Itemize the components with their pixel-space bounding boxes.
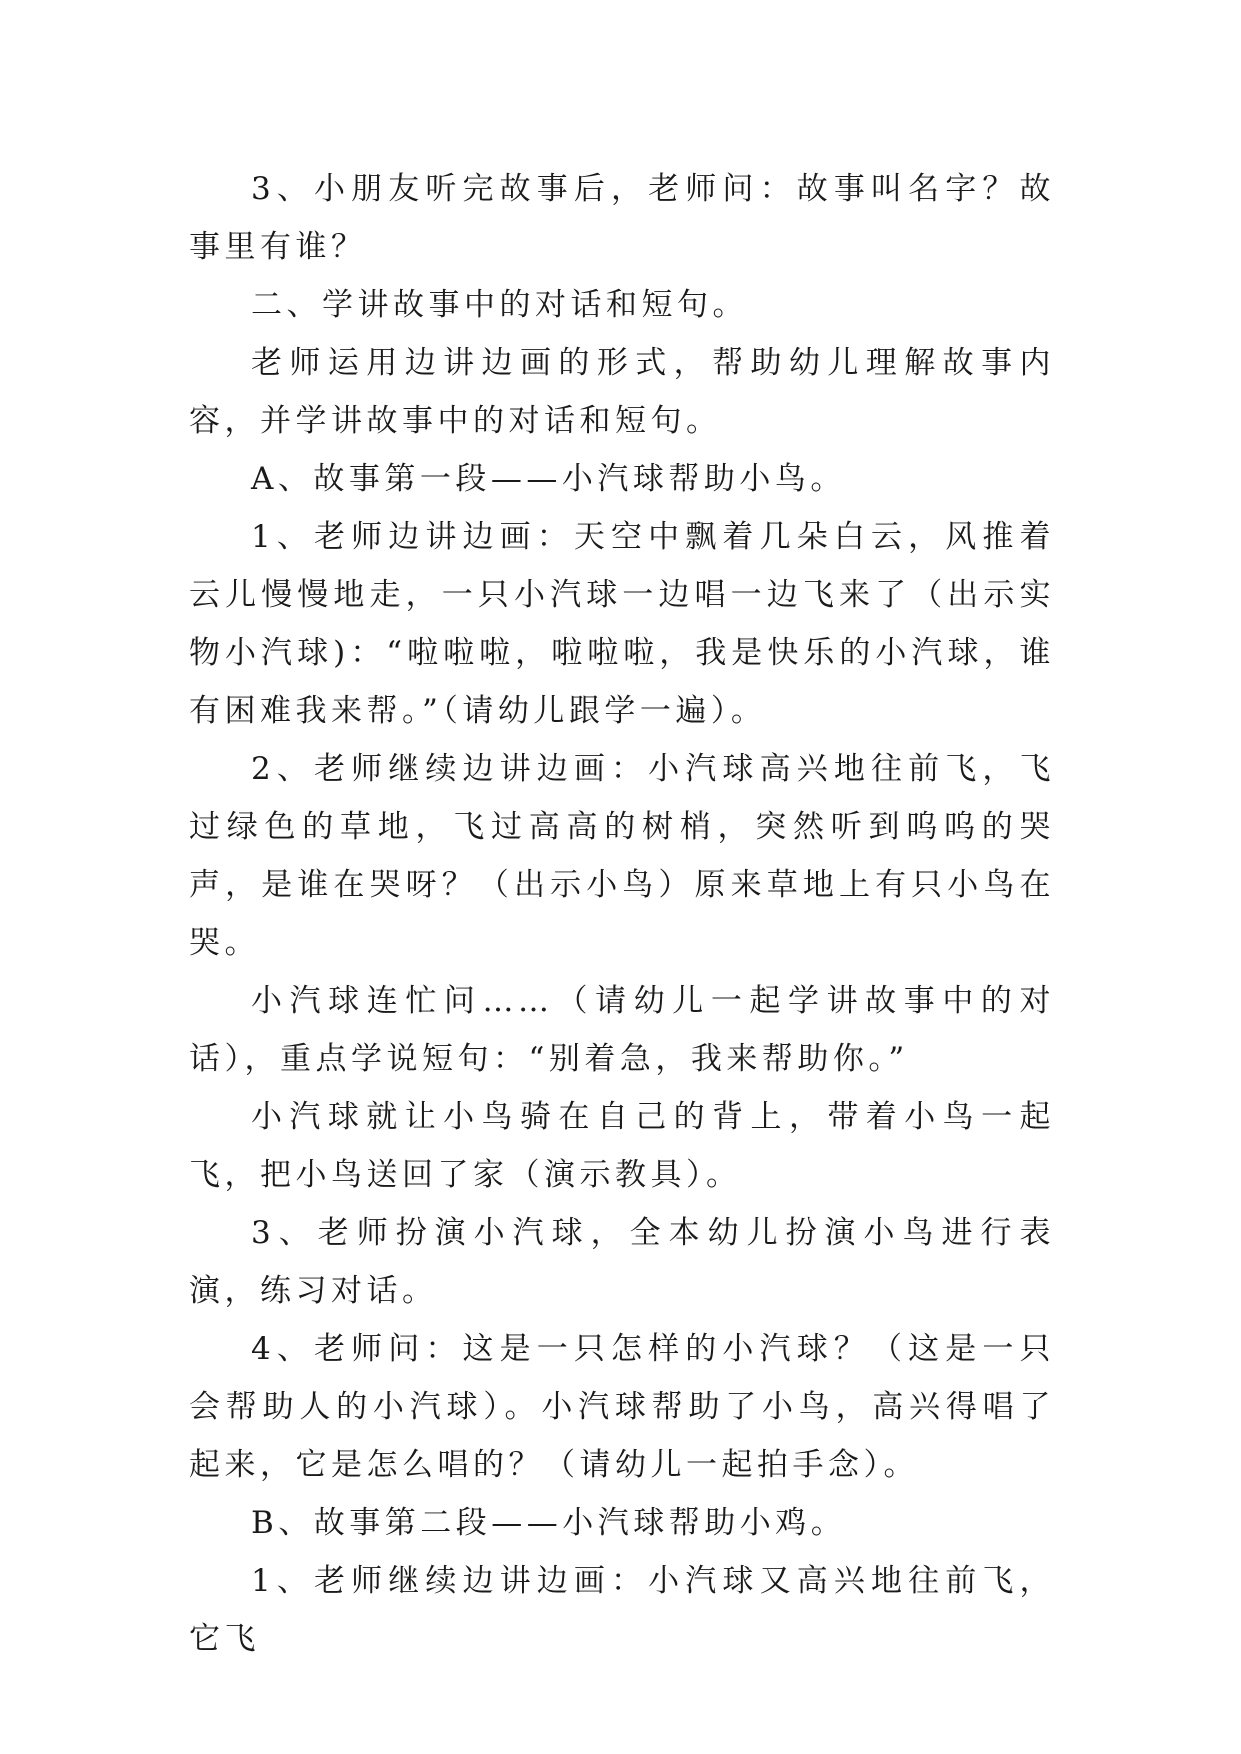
paragraph-2: 二、学讲故事中的对话和短句。 [251, 287, 748, 323]
paragraph-10: 4、老师问：这是一只怎样的小汽球？（这是一只会帮助人的小汽球）。小汽球帮助了小鸟，高兴得唱了起来，它是怎么唱的？（请幼儿一起拍手念）。 [189, 1331, 1055, 1483]
paragraph-8: 小汽球就让小鸟骑在自己的背上，带着小鸟一起飞，把小鸟送回了家（演示教具）。 [189, 1099, 1055, 1193]
paragraph-12: 1、老师继续边讲边画：小汽球又高兴地往前飞，它飞 [189, 1563, 1055, 1657]
paragraph-11: B、故事第二段——小汽球帮助小鸡。 [251, 1505, 847, 1541]
paragraph-5: 1、老师边讲边画：天空中飘着几朵白云，风推着云儿慢慢地走，一只小汽球一边唱一边飞来了（出示实物小汽球)：“啦啦啦，啦啦啦，我是快乐的小汽球，谁有困难我来帮。”（请幼儿跟学一遍）。 [189, 519, 1055, 729]
paragraph-6: 2、老师继续边讲边画：小汽球高兴地往前飞，飞过绿色的草地，飞过高高的树梢，突然听到呜呜的哭声，是谁在哭呀？（出示小鸟）原来草地上有只小鸟在哭。 [189, 751, 1055, 961]
paragraph-9: 3、老师扮演小汽球，全本幼儿扮演小鸟进行表演，练习对话。 [189, 1215, 1055, 1309]
paragraph-1: 3、小朋友听完故事后，老师问：故事叫名字？故事里有谁？ [189, 171, 1055, 265]
paragraph-4: A、故事第一段——小汽球帮助小鸟。 [251, 461, 846, 497]
document-body [189, 160, 1055, 1668]
paragraph-7: 小汽球连忙问……（请幼儿一起学讲故事中的对话），重点学说短句：“别着急，我来帮助你。” [189, 983, 1055, 1077]
paragraph-3: 老师运用边讲边画的形式，帮助幼儿理解故事内容，并学讲故事中的对话和短句。 [189, 345, 1055, 439]
